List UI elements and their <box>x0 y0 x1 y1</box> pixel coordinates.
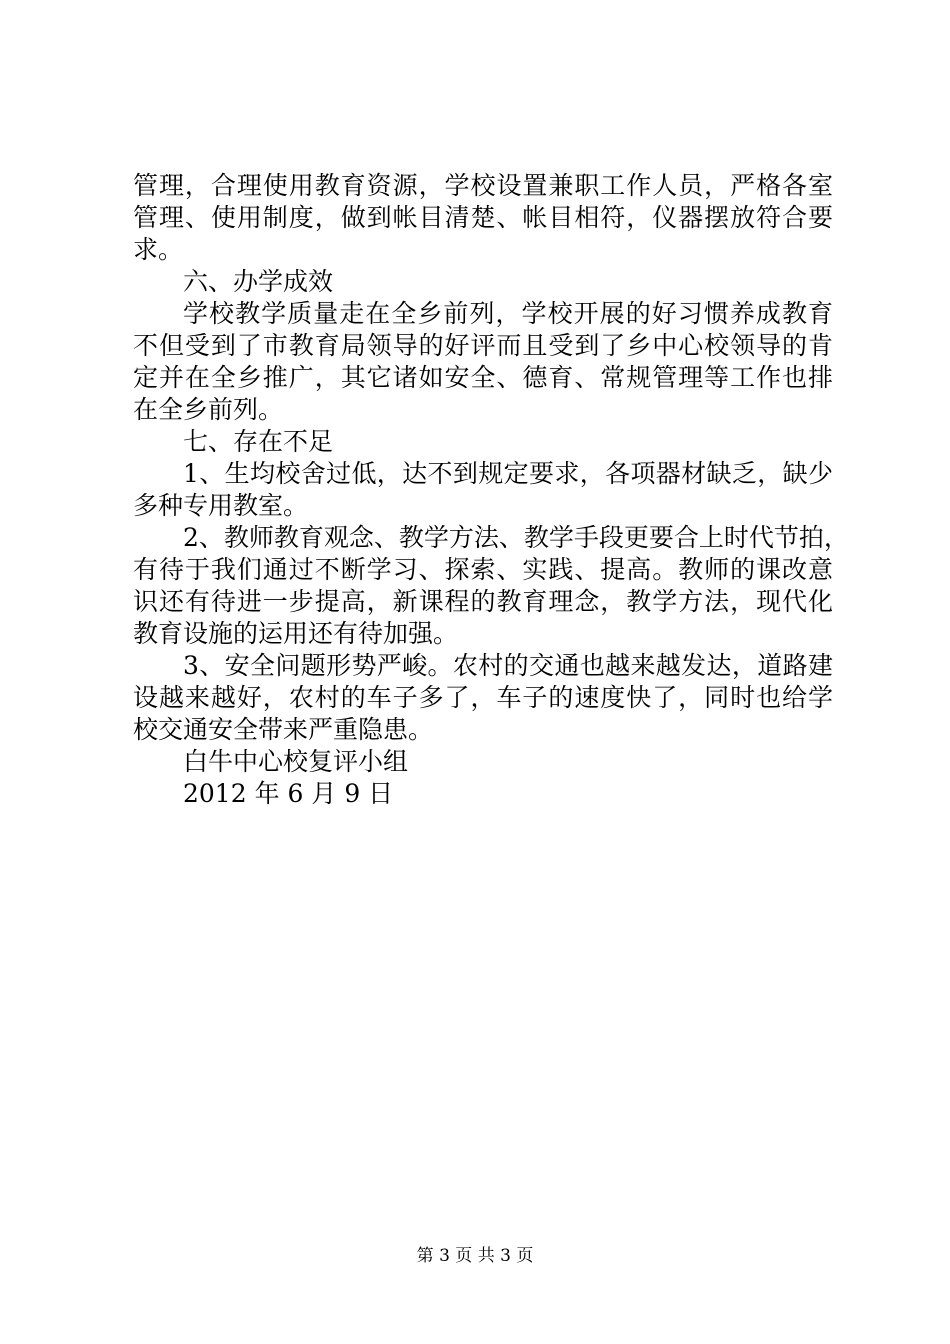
signature-date: 2012 年 6 月 9 日 <box>183 779 394 808</box>
text-line: 管理，合理使用教育资源，学校设置兼职工作人员，严格各室 <box>133 171 833 200</box>
text-line: 设越来越好，农村的车子多了，车子的速度快了，同时也给学 <box>133 683 833 712</box>
text-line: 2、教师教育观念、教学方法、教学手段更要合上时代节拍， <box>183 523 849 552</box>
text-line: 1、生均校舍过低，达不到规定要求，各项器材缺乏，缺少 <box>183 459 833 488</box>
text-line: 识还有待进一步提高，新课程的教育理念，教学方法，现代化 <box>133 587 833 616</box>
text-line: 求。 <box>133 235 184 264</box>
section-heading-shortcomings: 七、存在不足 <box>183 427 334 456</box>
signature-org: 白牛中心校复评小组 <box>183 747 409 776</box>
text-line: 管理、使用制度，做到帐目清楚、帐目相符，仪器摆放符合要 <box>133 203 833 232</box>
text-line: 校交通安全带来严重隐患。 <box>133 715 434 744</box>
page-footer: 第 3 页 共 3 页 <box>416 1246 534 1266</box>
text-line: 在全乡前列。 <box>133 395 284 424</box>
text-line: 有待于我们通过不断学习、探索、实践、提高。教师的课改意 <box>133 555 833 584</box>
text-line: 不但受到了市教育局领导的好评而且受到了乡中心校领导的肯 <box>133 331 833 360</box>
section-heading-achievements: 六、办学成效 <box>183 267 334 296</box>
text-line: 学校教学质量走在全乡前列，学校开展的好习惯养成教育 <box>183 299 833 328</box>
text-line: 教育设施的运用还有待加强。 <box>133 619 459 648</box>
text-line: 3、安全问题形势严峻。农村的交通也越来越发达，道路建 <box>183 651 833 680</box>
document-body <box>133 170 849 810</box>
text-line: 多种专用教室。 <box>133 491 309 520</box>
text-line: 定并在全乡推广，其它诸如安全、德育、常规管理等工作也排 <box>133 363 833 392</box>
